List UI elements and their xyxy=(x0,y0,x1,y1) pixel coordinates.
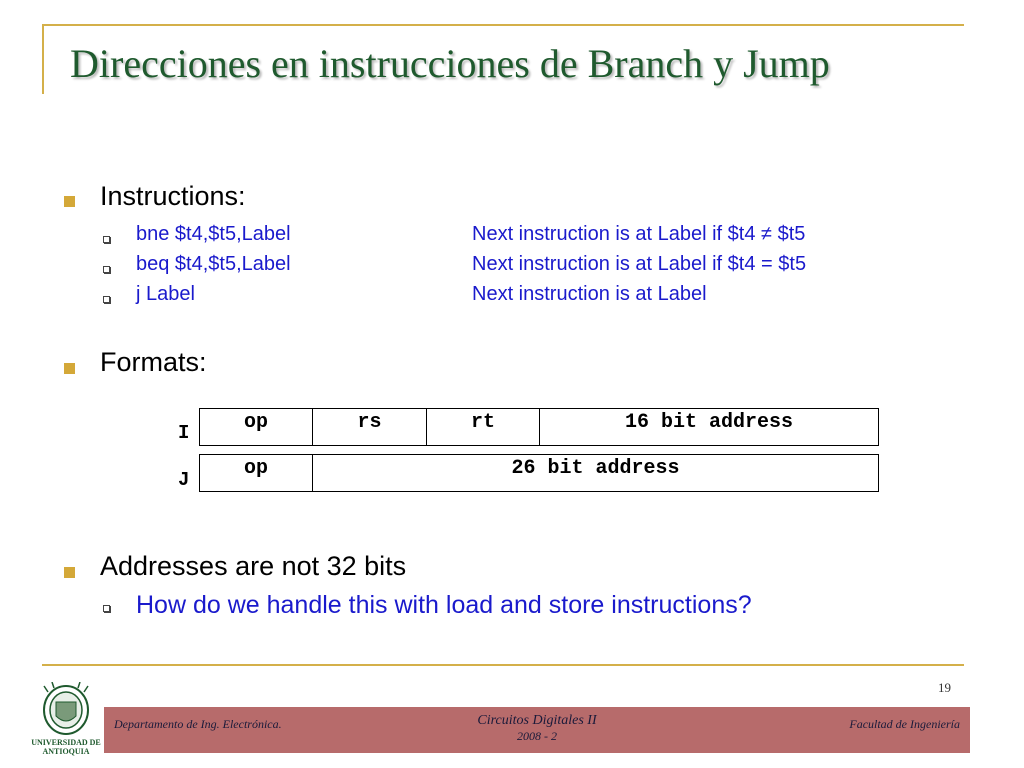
format-field: 26 bit address xyxy=(511,457,680,480)
footer-faculty: Facultad de Ingeniería xyxy=(849,717,960,731)
format-label-j: J xyxy=(178,469,190,491)
instruction-code: beq $t4,$t5,Label xyxy=(136,253,291,275)
formats-heading: Formats: xyxy=(100,347,207,377)
addresses-question: How do we handle this with load and store instructions? xyxy=(136,591,752,619)
checkbox-bullet-icon xyxy=(103,605,110,612)
page-number: 19 xyxy=(938,680,951,695)
footer-department: Departamento de Ing. Electrónica. xyxy=(114,717,282,731)
format-label-i: I xyxy=(178,422,190,444)
j-format-row xyxy=(199,454,879,492)
format-field: op xyxy=(200,455,313,491)
instruction-code: j Label xyxy=(136,283,195,305)
instruction-description: Next instruction is at Label if $t4 = $t5 xyxy=(472,253,807,275)
bullet-square-icon xyxy=(64,196,75,207)
bullet-square-icon xyxy=(64,567,75,578)
addresses-heading: Addresses are not 32 bits xyxy=(100,551,407,581)
logo-text: UNIVERSIDAD DE ANTIOQUIA xyxy=(31,738,101,756)
title-frame-left-line xyxy=(42,24,44,94)
bullet-square-icon xyxy=(64,363,75,374)
format-field: 16 bit address xyxy=(624,411,794,434)
footer-course-term: 2008 - 2 xyxy=(517,729,557,743)
instruction-description: Next instruction is at Label xyxy=(472,283,707,305)
slide-title: Direcciones en instrucciones de Branch y Jump xyxy=(70,41,830,86)
footer-course xyxy=(104,713,970,744)
footer-divider xyxy=(42,664,964,666)
format-field: op xyxy=(200,409,313,445)
instruction-code: bne $t4,$t5,Label xyxy=(136,223,291,245)
title-frame-top-line xyxy=(42,24,964,26)
footer-bar xyxy=(104,707,970,753)
checkbox-bullet-icon xyxy=(103,236,110,243)
instruction-description: Next instruction is at Label if $t4 ≠ $t5 xyxy=(472,223,806,245)
checkbox-bullet-icon xyxy=(103,296,110,303)
format-field: rt xyxy=(427,409,540,445)
i-format-row xyxy=(199,408,879,446)
checkbox-bullet-icon xyxy=(103,266,110,273)
instructions-heading: Instructions: xyxy=(100,181,246,211)
footer-course-title: Circuitos Digitales II xyxy=(477,713,597,728)
format-field: rs xyxy=(313,409,427,445)
